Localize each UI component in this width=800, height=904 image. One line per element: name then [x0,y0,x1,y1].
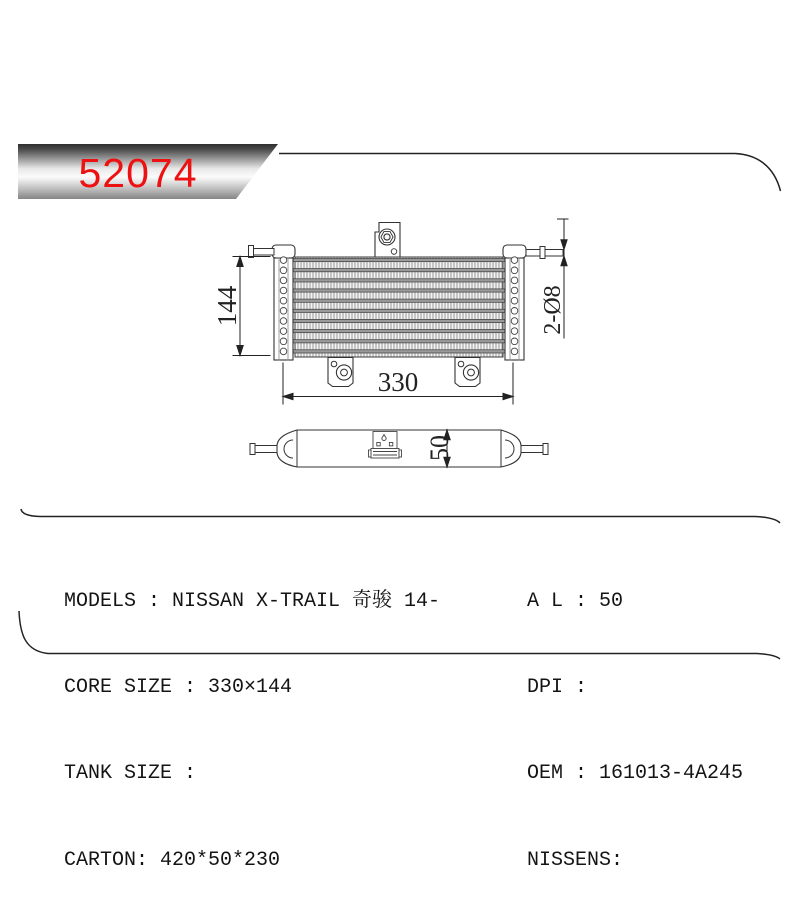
spec-models: MODELS : NISSAN X-TRAIL 奇骏 14- [64,589,441,613]
side-pipe-right [521,444,548,455]
inlet-pipe [249,246,275,258]
side-center-bracket [369,432,402,459]
outlet-pipe [526,247,563,259]
part-number: 52074 [78,150,198,196]
spec-column-right [527,530,743,904]
dim-height-label: 144 [212,285,242,327]
spec-carton: CARTON: 420*50*230 [64,848,281,872]
front-view [212,219,568,404]
spec-nissens: NISSENS: [527,848,624,872]
bottom-bracket-left [328,358,353,387]
side-pipe-left [250,444,277,455]
dim-pipe-label: 2-Ø8 [540,285,566,335]
spec-oem: OEM : 161013-4A245 [527,762,744,786]
dim-pipe-holes [540,219,568,338]
top-bracket [375,223,400,257]
spec-column-left [64,530,440,904]
spec-dpi: DPI : [527,675,588,699]
dim-width-label: 330 [377,367,419,397]
part-number-banner [18,144,781,199]
spec-core-size: CORE SIZE : 330×144 [64,675,293,699]
right-tank [503,245,526,360]
dim-thickness-label: 50 [425,435,454,461]
spec-tank-size: TANK SIZE : [64,762,197,786]
bottom-bracket-right [455,358,480,387]
left-tank [272,245,295,360]
header-swoosh-line [279,154,781,192]
spec-al: A L : 50 [527,589,624,613]
spec-frame-top-rule [21,509,780,523]
dim-height [212,257,270,356]
side-view [250,429,548,468]
